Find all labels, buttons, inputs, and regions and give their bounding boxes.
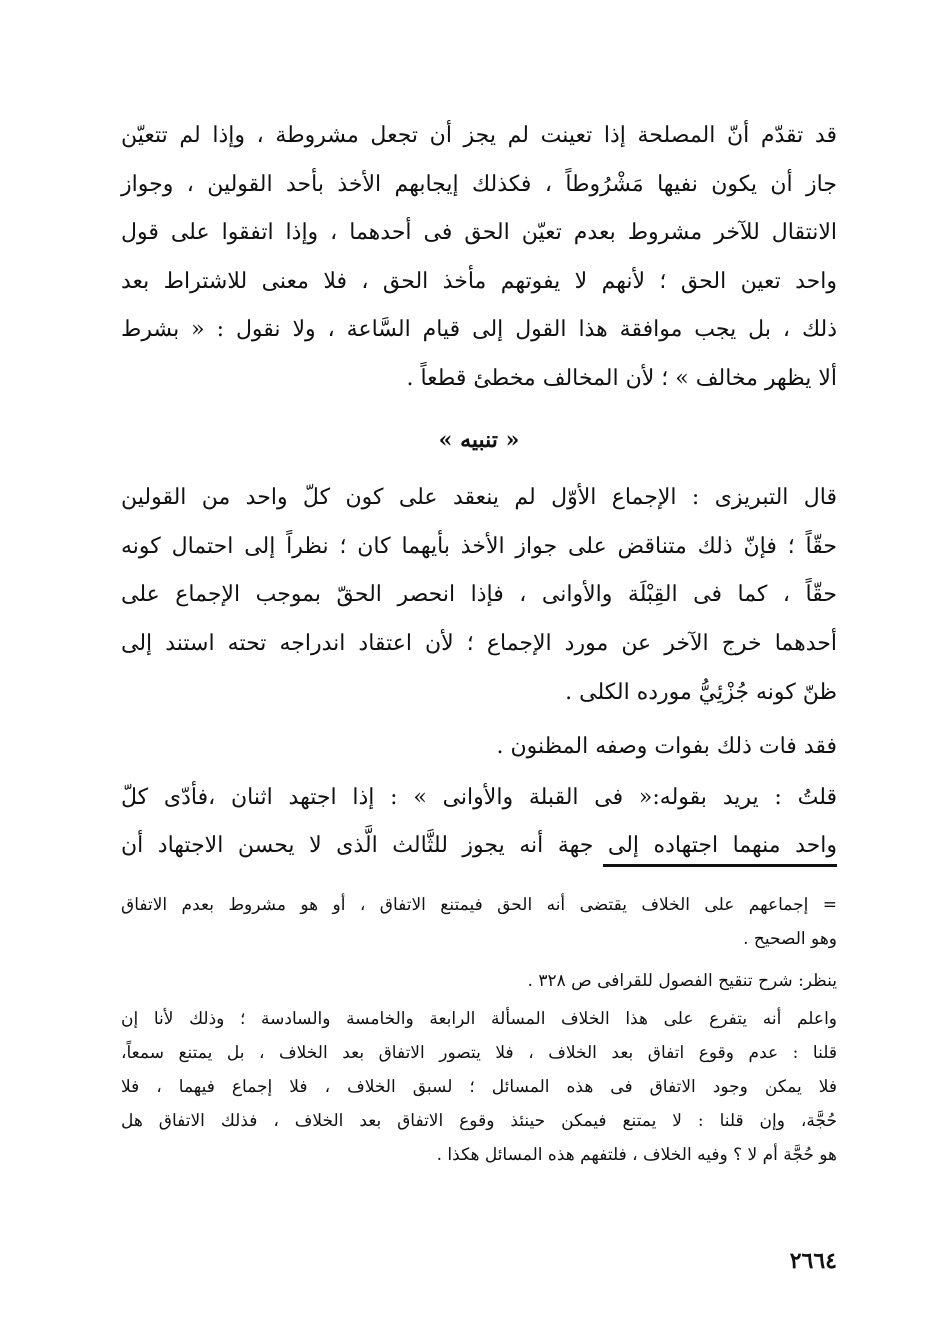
footnote-line: = إجماعهم على الخلاف يقتضى أنه الحق فيمتنع الاتفاق ، أو هو مشروط بعدم الاتفاق	[121, 895, 837, 915]
footnote-line: حُجَّة، وإن قلنا : لا يمتنع فيمكن حينئذ وقوع الاتفاق بعد الخلاف ، فذلك الاتفاق هل	[121, 1111, 837, 1131]
footnote-line: واعلم أنه يتفرع على هذا الخلاف المسألة الرابعة والخامسة والسادسة ؛ وذلك لأنا إن	[121, 1009, 837, 1029]
section-heading: « تنبيه »	[438, 426, 520, 453]
text-line: قد تقدّم أنّ المصلحة إذا تعينت لم يجز أن تجعل مشروطة ، وإذا لم تتعيّن	[121, 123, 837, 148]
text-line: ذلك ، بل يجب موافقة هذا القول إلى قيام السَّاعة ، ولا نقول : « بشرط	[121, 317, 837, 343]
footnote-2: ينظر: شرح تنقيح الفصول للقرافى ص ٣٢٨ .	[527, 971, 837, 991]
text-line: ظنّ كونه جُزْئِيُّ مورده الكلى .	[565, 679, 837, 705]
footnote-3	[121, 1002, 837, 1172]
text-line: واحد تعين الحق ؛ لأنهم لا يفوتهم مأخذ الحق ، فلا معنى للاشتراط بعد	[121, 268, 837, 294]
paragraph-1	[121, 112, 837, 404]
text-line: حقّاً ؛ فإنّ ذلك متناقض على جواز الأخذ بأيهما كان ؛ نظراً إلى احتمال كونه	[121, 533, 837, 559]
text-line: ألا يظهر مخالف » ؛ لأن المخالف مخطئ قطعاً .	[406, 365, 837, 391]
page-number: ٢٦٦٤	[789, 1248, 837, 1274]
footnote-line: هو حُجَّة أم لا ؟ وفيه الخلاف ، فلتفهم هذه المسائل هكذا .	[436, 1145, 837, 1165]
text-line: واحد منهما اجتهاده إلى جهة أنه يجوز للثَّالث الَّذى لا يحسن الاجتهاد أن	[121, 833, 837, 859]
footnote-separator	[603, 864, 837, 867]
text-line: جاز أن يكون نفيها مَشْرُوطاً ، فكذلك إيجابهم الأخذ بأحد القولين ، وجواز	[121, 171, 837, 197]
paragraph-3: فقد فات ذلك بفوات وصفه المظنون .	[496, 734, 837, 760]
footnotes	[121, 888, 837, 1172]
text-line: أحدهما خرج الآخر عن مورد الإجماع ؛ لأن اعتقاد اندراجه تحته استند إلى	[121, 630, 837, 656]
footnote-line: فلا يمكن وجود الاتفاق فى هذه المسائل ؛ لسبق الخلاف ، فلا إجماع فيهما ، فلا	[121, 1077, 838, 1097]
footnote-line: وهو الصحيح .	[743, 929, 837, 949]
text-line: قلتُ : يريد بقوله:« فى القبلة والأوانى » : إذا اجتهد اثنان ،فأدّى كلّ	[121, 784, 837, 810]
main-text	[121, 112, 837, 871]
text-line: حقّاً ، كما فى القِبْلَة والأوانى ، فإذا انحصر الحقّ بموجب الإجماع على	[121, 582, 837, 608]
text-line: الانتقال للآخر مشروط بعدم تعيّن الحق فى أحدهما ، وإذا اتفقوا على قول	[121, 220, 837, 246]
footnote-1	[121, 888, 837, 956]
footnote-line: قلنا : عدم وقوع اتفاق بعد الخلاف ، فلا يتصور الاتفاق بعد الخلاف ، بل يمتنع سمعاً،	[121, 1043, 837, 1063]
text-line: قال التبريزى : الإجماع الأوّل لم ينعقد على كون كلّ واحد من القولين	[121, 485, 837, 511]
paragraph-4	[121, 774, 837, 871]
paragraph-2	[121, 474, 837, 717]
